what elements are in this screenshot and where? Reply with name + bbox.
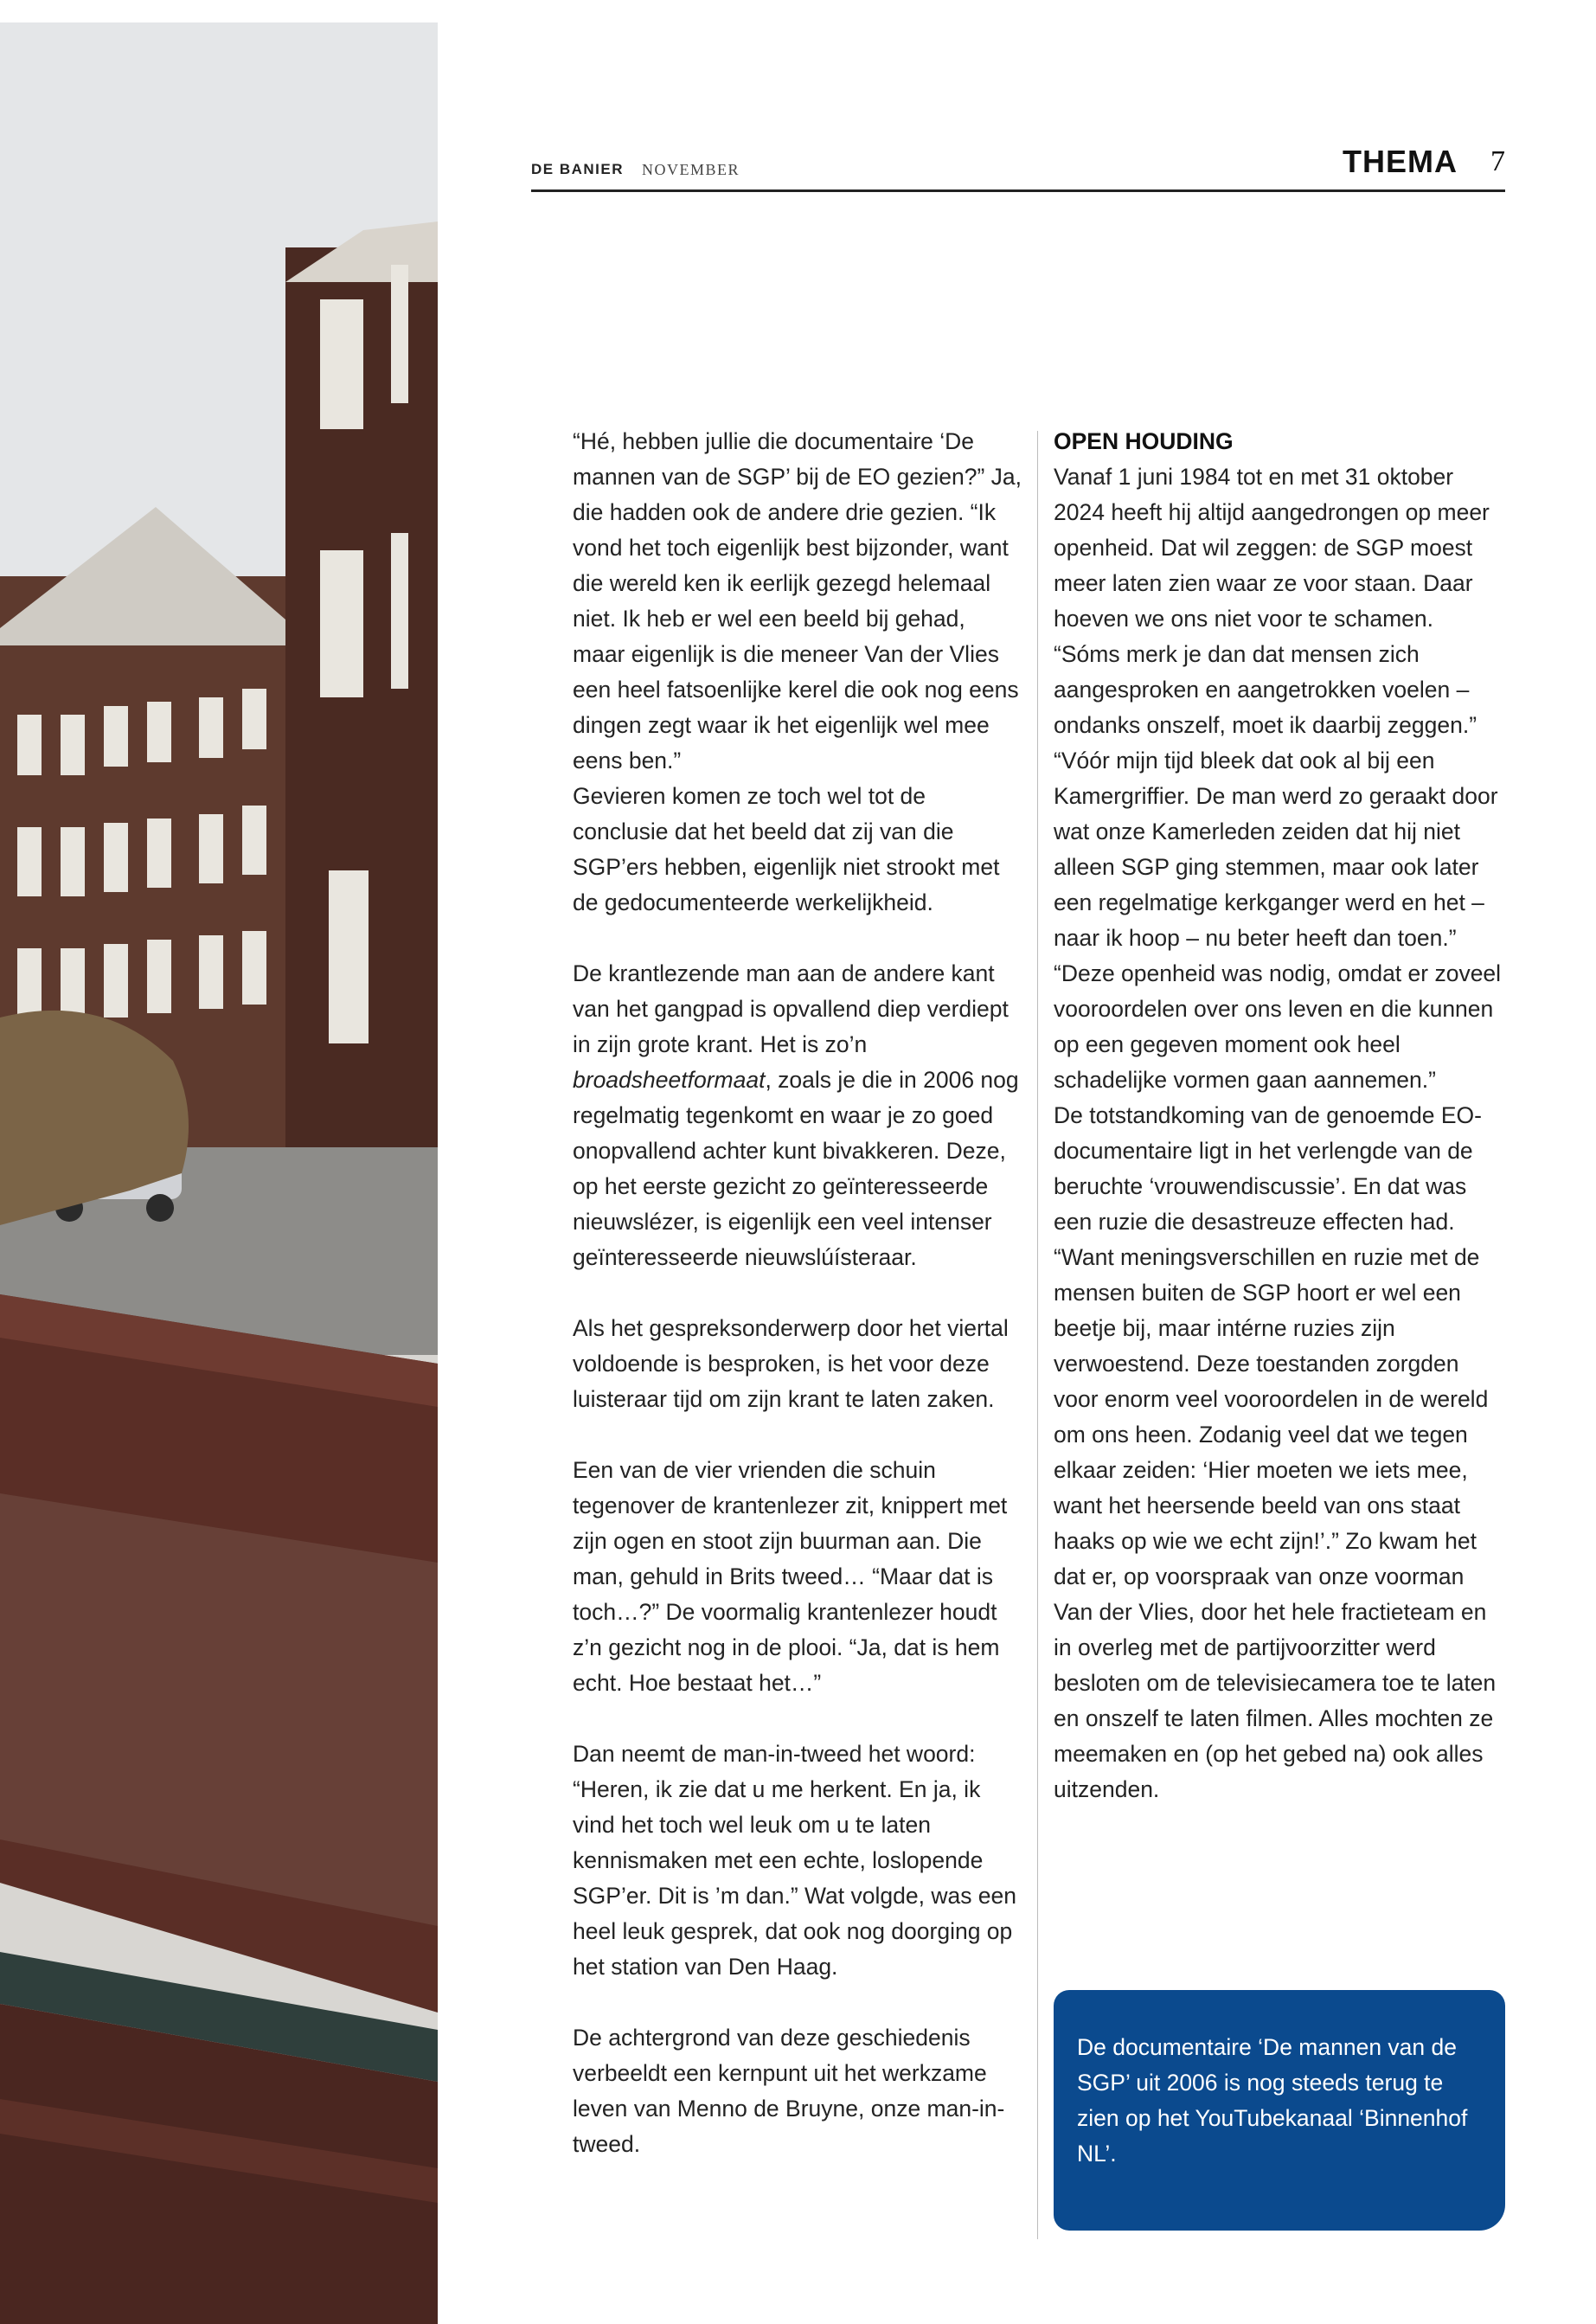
- article-column-right: [1054, 424, 1505, 1807]
- italic-term: broadsheetformaat: [573, 1067, 766, 1093]
- paragraph: Vanaf 1 juni 1984 tot en met 31 oktober 2024 heeft hij altijd aangedrongen op meer openheid. Dat wil zeggen: de SGP moest meer laten zien waar ze voor staan. Daar hoeven we ons niet voor te schamen. “Sóms merk je dan dat mensen zich aangesproken en aangetrokken voelen – ondanks onszelf, moet ik daarbij zeggen.”: [1054, 464, 1490, 738]
- paragraph: Een van de vier vrienden die schuin tegenover de krantenlezer zit, knippert met zijn ogen en stoot zijn buurman aan. Die man, gehuld in Brits tweed… “Maar dat is toch…?” De voormalig krantenlezer houdt z’n gezicht nog in de plooi. “Ja, dat is hem echt. Hoe bestaat het…”: [573, 1457, 1008, 1696]
- issue-month: NOVEMBER: [642, 161, 740, 178]
- paragraph: De totstandkoming van de genoemde EO-documentaire ligt in het verlengde van de beruchte ‘vrouwendiscussie’. En dat was een ruzie die desastreuze effecten had. “Want meningsverschillen en ruzie met de mensen buiten de SGP hoort er wel een beetje bij, maar intérne ruzies zijn verwoestend. Deze toestanden zorgden voor enorm veel vooroordelen in de wereld om ons heen. Zodanig veel dat we tegen elkaar zeiden: ‘Hier moeten we iets mee, want het heersende beeld van ons staat haaks op wie we echt zijn!’.” Zo kwam het dat er, op voorspraak van onze voorman Van der Vlies, door het hele fractieteam en in overleg met de partijvoorzitter werd besloten om de televisiecamera toe te laten en onszelf te laten filmen. Alles mochten ze meemaken en (op het gebed na) ook alles uitzenden.: [1054, 1102, 1497, 1802]
- publication-name: DE BANIER: [531, 161, 625, 177]
- paragraph: De krantlezende man aan de andere kant van het gangpad is opvallend diep verdiept in zijn grote krant. Het is zo’n broadsheetformaat, zoals je die in 2006 nog regelmatig tegenkomt en waar je zo goed onopvallend achter kunt bivakkeren. Deze, op het eerste gezicht zo geïnteresseerde nieuwslézer, is eigenlijk een veel intenser geïnteresseerde nieuwslúísteraar.: [573, 960, 1019, 1270]
- header-rule: [531, 189, 1505, 192]
- article-photo: [0, 22, 438, 2324]
- paragraph: “Deze openheid was nodig, omdat er zoveel vooroordelen over ons leven en die kunnen op een gegeven moment ook heel schadelijke vormen gaan aannemen.”: [1054, 960, 1502, 1093]
- article-column-left: [573, 424, 1022, 2162]
- column-divider: [1037, 431, 1038, 2239]
- paragraph: “Hé, hebben jullie die documentaire ‘De mannen van de SGP’ bij de EO gezien?” Ja, die hadden ook de andere drie gezien. “Ik vond het toch eigenlijk best bijzonder, want die wereld ken ik eerlijk gezegd helemaal niet. Ik heb er wel een beeld bij gehad, maar eigenlijk is die meneer Van der Vlies een heel fatsoenlijke kerel die ook nog eens dingen zegt waar ik het eigenlijk wel mee eens ben.”: [573, 428, 1022, 774]
- page-header: [438, 0, 1505, 195]
- subheading: OPEN HOUDING: [1054, 428, 1234, 454]
- paragraph: Gevieren komen ze toch wel tot de conclusie dat het beeld dat zij van die SGP’ers hebben, eigenlijk niet strookt met de gedocumenteerde werkelijkheid.: [573, 783, 1000, 915]
- paragraph: De achtergrond van deze geschiedenis verbeeldt een kernpunt uit het werkzame leven van Menno de Bruyne, onze man-in-tweed.: [573, 2025, 1005, 2157]
- callout-text: De documentaire ‘De mannen van de SGP’ uit 2006 is nog steeds terug te zien op het YouTubekanaal ‘Binnenhof NL’.: [1077, 2034, 1468, 2167]
- callout-box: [1054, 1990, 1505, 2231]
- page-number: 7: [1490, 145, 1505, 177]
- paragraph: Dan neemt de man-in-tweed het woord: “Heren, ik zie dat u me herkent. En ja, ik vind het toch wel leuk om u te laten kennismaken met een echte, loslopende SGP’er. Dit is ’m dan.” Wat volgde, was een heel leuk gesprek, dat ook nog doorging op het station van Den Haag.: [573, 1741, 1017, 1980]
- paragraph: Als het gespreksonderwerp door het viertal voldoende is besproken, is het voor deze luisteraar tijd om zijn krant te laten zaken.: [573, 1315, 1009, 1412]
- section-title: THEMA: [1343, 144, 1458, 179]
- paragraph: “Vóór mijn tijd bleek dat ook al bij een Kamergriffier. De man werd zo geraakt door wat onze Kamerleden zeiden dat hij niet alleen SGP ging stemmen, maar ook later een regelmatige kerkganger werd en het – naar ik hoop – nu beter heeft dan toen.”: [1054, 748, 1498, 951]
